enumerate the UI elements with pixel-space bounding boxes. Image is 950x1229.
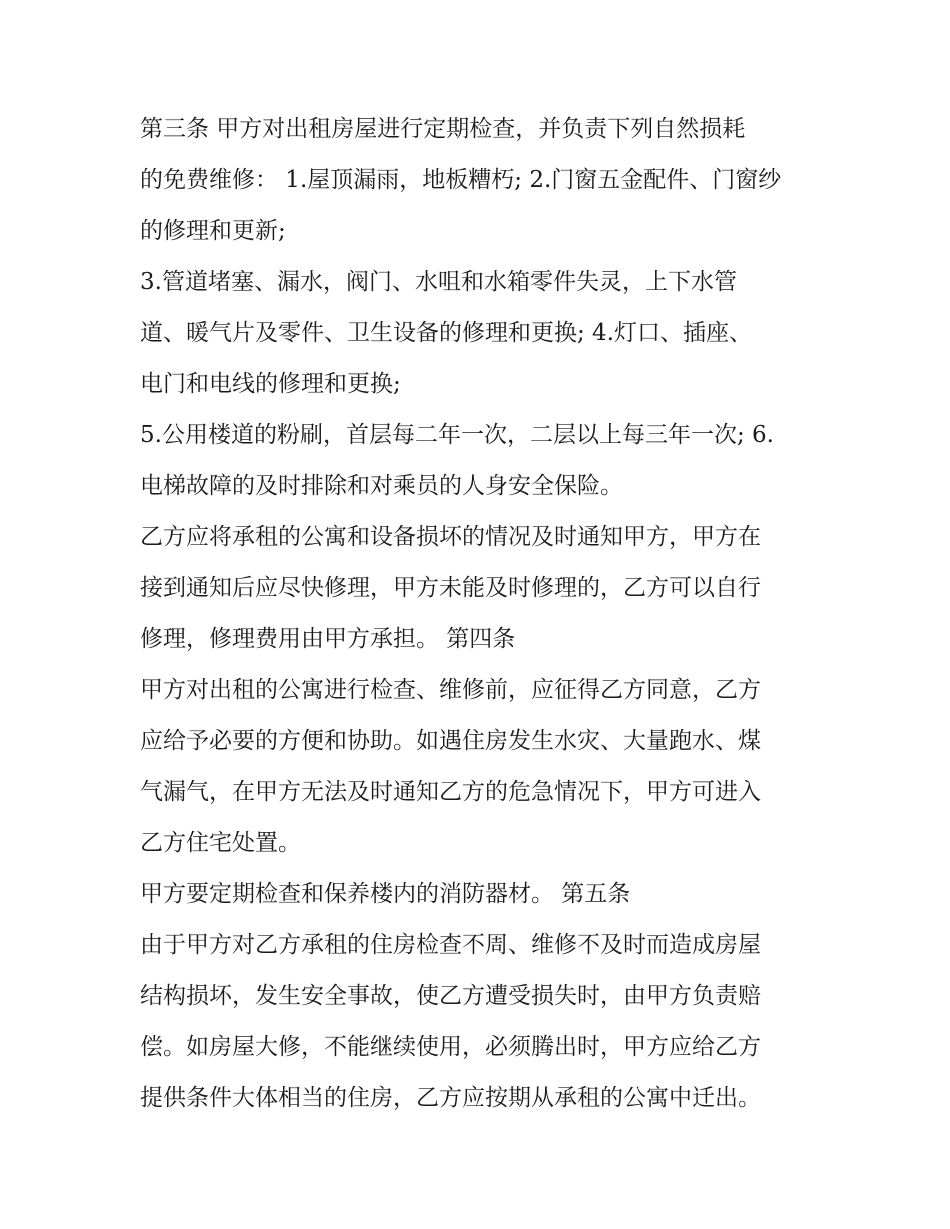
text-line: 电梯故障的及时排除和对乘员的人身安全保险。 xyxy=(140,473,623,499)
text-line: 提供条件大体相当的住房，乙方应按期从承租的公寓中迁出。 xyxy=(140,1085,761,1111)
text-line: 由于甲方对乙方承租的住房检查不周、维修不及时而造成房屋 xyxy=(140,932,761,958)
text-line: 气漏气，在甲方无法及时通知乙方的危急情况下，甲方可进入 xyxy=(140,779,761,805)
text-line: 甲方对出租的公寓进行检查、维修前，应征得乙方同意，乙方 xyxy=(140,677,761,703)
text-line: 应给予必要的方便和协助。如遇住房发生水灾、大量跑水、煤 xyxy=(140,728,761,754)
text-line: 乙方应将承租的公寓和设备损坏的情况及时通知甲方，甲方在 xyxy=(140,524,761,550)
text-line: 电门和电线的修理和更换; xyxy=(140,371,401,397)
text-line: 3.管道堵塞、漏水，阀门、水咀和水箱零件失灵，上下水管 xyxy=(140,269,737,295)
text-line: 道、暖气片及零件、卫生设备的修理和更换; 4.灯口、插座、 xyxy=(140,320,753,346)
text-line: 结构损坏，发生安全事故，使乙方遭受损失时，由甲方负责赔 xyxy=(140,983,761,1009)
text-line: 偿。如房屋大修，不能继续使用，必须腾出时，甲方应给乙方 xyxy=(140,1034,761,1060)
text-line: 第三条 甲方对出租房屋进行定期检查，并负责下列自然损耗 xyxy=(140,116,746,142)
text-line: 乙方住宅处置。 xyxy=(140,830,301,856)
text-line: 接到通知后应尽快修理，甲方未能及时修理的，乙方可以自行 xyxy=(140,575,761,601)
text-line: 修理，修理费用由甲方承担。 第四条 xyxy=(140,626,516,652)
document-page xyxy=(140,104,820,1124)
text-line: 的免费维修： 1.屋顶漏雨，地板糟朽; 2.门窗五金配件、门窗纱 xyxy=(140,167,782,193)
text-line: 的修理和更新; xyxy=(140,218,286,244)
text-line: 5.公用楼道的粉刷，首层每二年一次，二层以上每三年一次; 6. xyxy=(140,422,774,448)
text-line: 甲方要定期检查和保养楼内的消防器材。 第五条 xyxy=(140,881,631,907)
